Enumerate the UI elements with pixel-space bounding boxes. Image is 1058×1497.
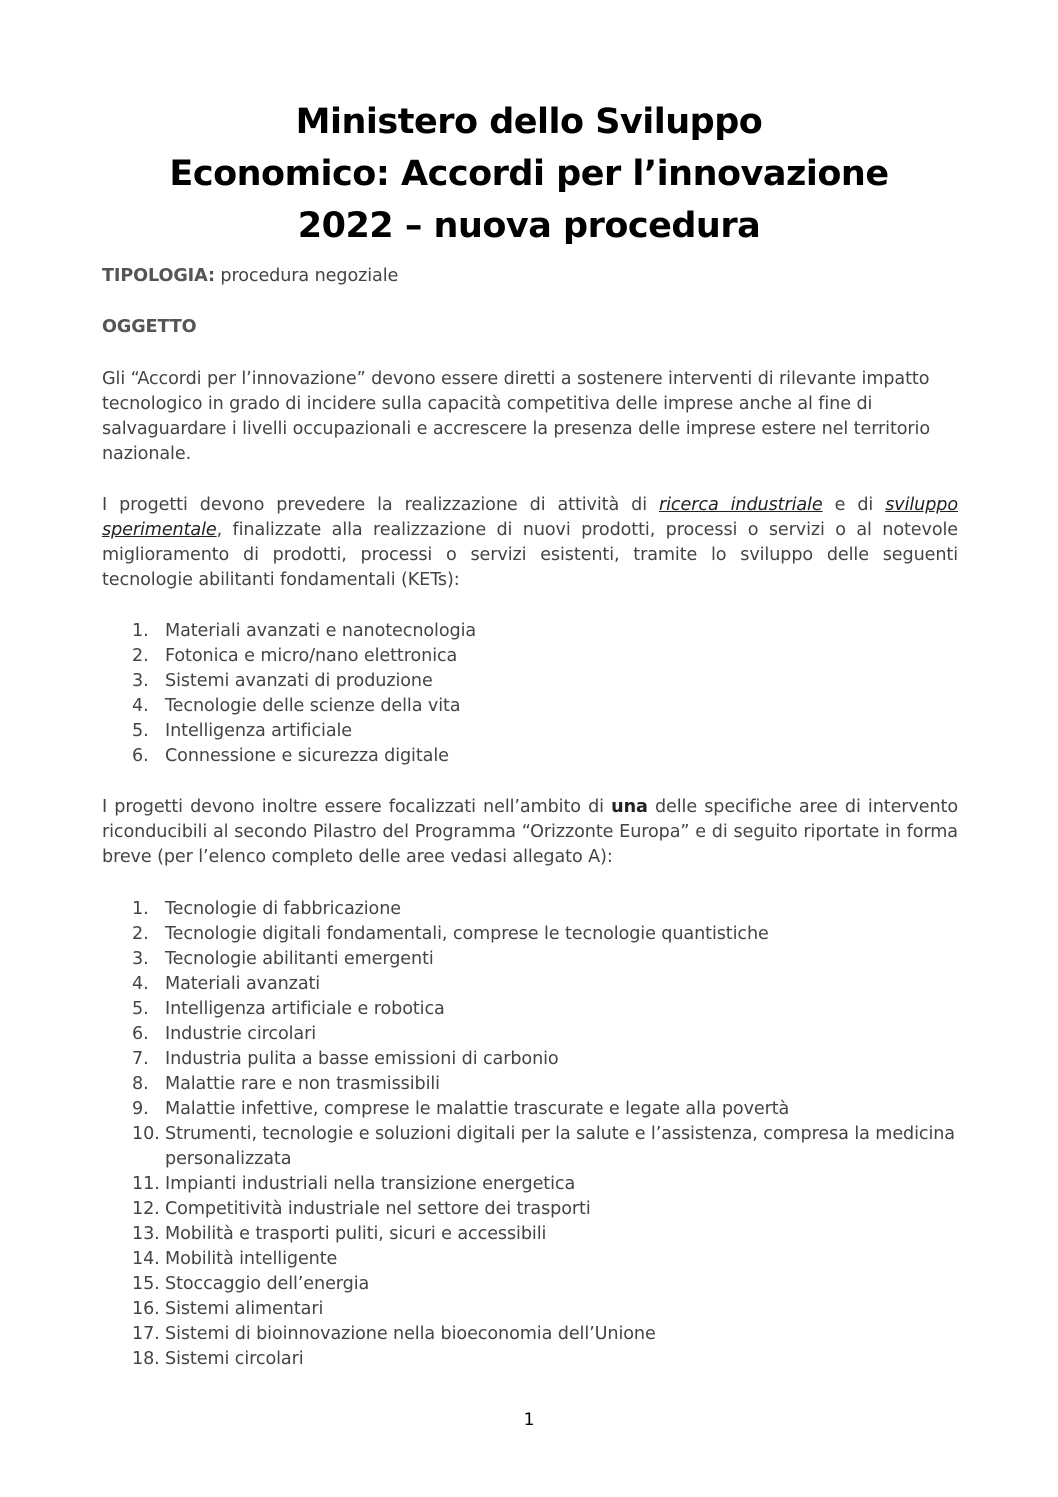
- list-item: [102, 1272, 958, 1297]
- list-item-text: Industria pulita a basse emissioni di carbonio: [165, 1049, 559, 1069]
- list-item: [102, 669, 958, 694]
- list-item: [102, 1297, 958, 1322]
- list-item: [102, 997, 958, 1022]
- para2-emphasis-sviluppo: sviluppo sperimentale: [102, 495, 958, 540]
- list-item-text: Intelligenza artificiale e robotica: [165, 999, 445, 1019]
- list-item-number: 13.: [132, 1224, 160, 1244]
- list-item-text: Fotonica e micro/nano elettronica: [165, 646, 458, 666]
- tipologia-label: TIPOLOGIA:: [102, 266, 215, 286]
- list-item-number: 4.: [132, 696, 149, 716]
- title-line-3: 2022 – nuova procedura: [297, 206, 761, 246]
- list-item: [102, 1247, 958, 1272]
- list-item-text: Tecnologie delle scienze della vita: [165, 696, 461, 716]
- list-item: [102, 947, 958, 972]
- areas-list: [102, 897, 958, 1372]
- list-item: [102, 922, 958, 947]
- list-item-text: Malattie rare e non trasmissibili: [165, 1074, 440, 1094]
- list-item: [102, 719, 958, 744]
- list-item-number: 16.: [132, 1299, 160, 1319]
- list-item: [102, 694, 958, 719]
- list-item-text: Tecnologie abilitanti emergenti: [165, 949, 434, 969]
- list-item-text: Mobilità e trasporti puliti, sicuri e accessibili: [165, 1224, 547, 1244]
- list-item-number: 15.: [132, 1274, 160, 1294]
- list-item-text: Impianti industriali nella transizione energetica: [165, 1174, 576, 1194]
- kets-list: [102, 619, 958, 769]
- list-item: [102, 1097, 958, 1122]
- title-line-1: Ministero dello Sviluppo: [295, 102, 763, 142]
- para3-strong-una: una: [611, 797, 648, 817]
- list-item: [102, 1047, 958, 1072]
- list-item-number: 10.: [132, 1124, 160, 1144]
- list-item-number: 5.: [132, 999, 149, 1019]
- list-item-text: Mobilità intelligente: [165, 1249, 338, 1269]
- list-item-text: Sistemi avanzati di produzione: [165, 671, 433, 691]
- list-item-number: 8.: [132, 1074, 149, 1094]
- list-item-number: 9.: [132, 1099, 149, 1119]
- para3-text-1: I progetti devono inoltre essere focalizzati nell’ambito di: [102, 797, 612, 817]
- para2-text-3: , finalizzate alla realizzazione di nuovi prodotti, processi o servizi o al notevole miglioramento di prodotti, processi o servizi esistenti, tramite lo sviluppo delle seguenti tecnologie abilitanti fondamentali (KETs):: [102, 520, 958, 590]
- paragraph-intro: Gli “Accordi per l’innovazione” devono essere diretti a sostenere interventi di rilevante impatto tecnologico in grado di incidere sulla capacità competitiva delle imprese anche al fine di salvaguardare i livelli occupazionali e accrescere la presenza delle imprese estere nel territorio nazionale.: [102, 369, 930, 464]
- list-item-text: Industrie circolari: [165, 1024, 316, 1044]
- list-item-number: 1.: [132, 899, 149, 919]
- list-item-number: 3.: [132, 671, 149, 691]
- list-item-text: Tecnologie di fabbricazione: [165, 899, 401, 919]
- para2-text-1: I progetti devono prevedere la realizzazione di attività di: [102, 495, 660, 515]
- paragraph-projects: [102, 493, 958, 593]
- page-title: [100, 96, 958, 252]
- list-item-number: 12.: [132, 1199, 160, 1219]
- list-item: [102, 1197, 958, 1222]
- list-item-number: 14.: [132, 1249, 160, 1269]
- list-item-text: Materiali avanzati e nanotecnologia: [165, 621, 477, 641]
- list-item: [102, 1172, 958, 1197]
- list-item-number: 4.: [132, 974, 149, 994]
- oggetto-heading: OGGETTO: [102, 317, 197, 337]
- list-item: [102, 619, 958, 644]
- list-item: [102, 1347, 958, 1372]
- paragraph-areas: [102, 795, 958, 870]
- list-item-text: Sistemi alimentari: [165, 1299, 324, 1319]
- list-item: [102, 1122, 958, 1172]
- list-item-number: 17.: [132, 1324, 160, 1344]
- list-item-number: 6.: [132, 746, 149, 766]
- list-item-text: Tecnologie digitali fondamentali, comprese le tecnologie quantistiche: [165, 924, 769, 944]
- list-item-number: 2.: [132, 924, 149, 944]
- list-item-text: Sistemi circolari: [165, 1349, 304, 1369]
- list-item-number: 3.: [132, 949, 149, 969]
- list-item-text: Intelligenza artificiale: [165, 721, 353, 741]
- list-item-text: Connessione e sicurezza digitale: [165, 746, 449, 766]
- para2-text-2: e di: [822, 495, 886, 515]
- list-item-number: 1.: [132, 621, 149, 641]
- list-item: [102, 972, 958, 997]
- page-number: 1: [523, 1410, 535, 1430]
- tipologia-line: [102, 264, 958, 289]
- list-item: [102, 644, 958, 669]
- list-item-number: 11.: [132, 1174, 160, 1194]
- list-item-number: 5.: [132, 721, 149, 741]
- list-item-text: Competitività industriale nel settore dei trasporti: [165, 1199, 591, 1219]
- list-item-number: 18.: [132, 1349, 160, 1369]
- list-item: [102, 1022, 958, 1047]
- para2-emphasis-ricerca: ricerca industriale: [659, 495, 823, 515]
- list-item-number: 2.: [132, 646, 149, 666]
- list-item: [102, 1222, 958, 1247]
- list-item: [102, 1072, 958, 1097]
- list-item: [102, 897, 958, 922]
- list-item: [102, 1322, 958, 1347]
- title-line-2: Economico: Accordi per l’innovazione: [169, 154, 889, 194]
- list-item-text: Stoccaggio dell’energia: [165, 1274, 370, 1294]
- list-item-text: Strumenti, tecnologie e soluzioni digitali per la salute e l’assistenza, compresa la medicina personalizzata: [165, 1124, 955, 1169]
- list-item-text: Materiali avanzati: [165, 974, 321, 994]
- list-item: [102, 744, 958, 769]
- list-item-text: Malattie infettive, comprese le malattie trascurate e legate alla povertà: [165, 1099, 790, 1119]
- list-item-number: 7.: [132, 1049, 149, 1069]
- para3-text-2: delle specifiche aree di intervento riconducibili al secondo Pilastro del Programma “Orizzonte Europa” e di seguito riportate in forma breve (per l’elenco completo delle aree vedasi allegato A):: [102, 797, 958, 867]
- list-item-text: Sistemi di bioinnovazione nella bioeconomia dell’Unione: [165, 1324, 656, 1344]
- list-item-number: 6.: [132, 1024, 149, 1044]
- tipologia-value: procedura negoziale: [214, 266, 399, 286]
